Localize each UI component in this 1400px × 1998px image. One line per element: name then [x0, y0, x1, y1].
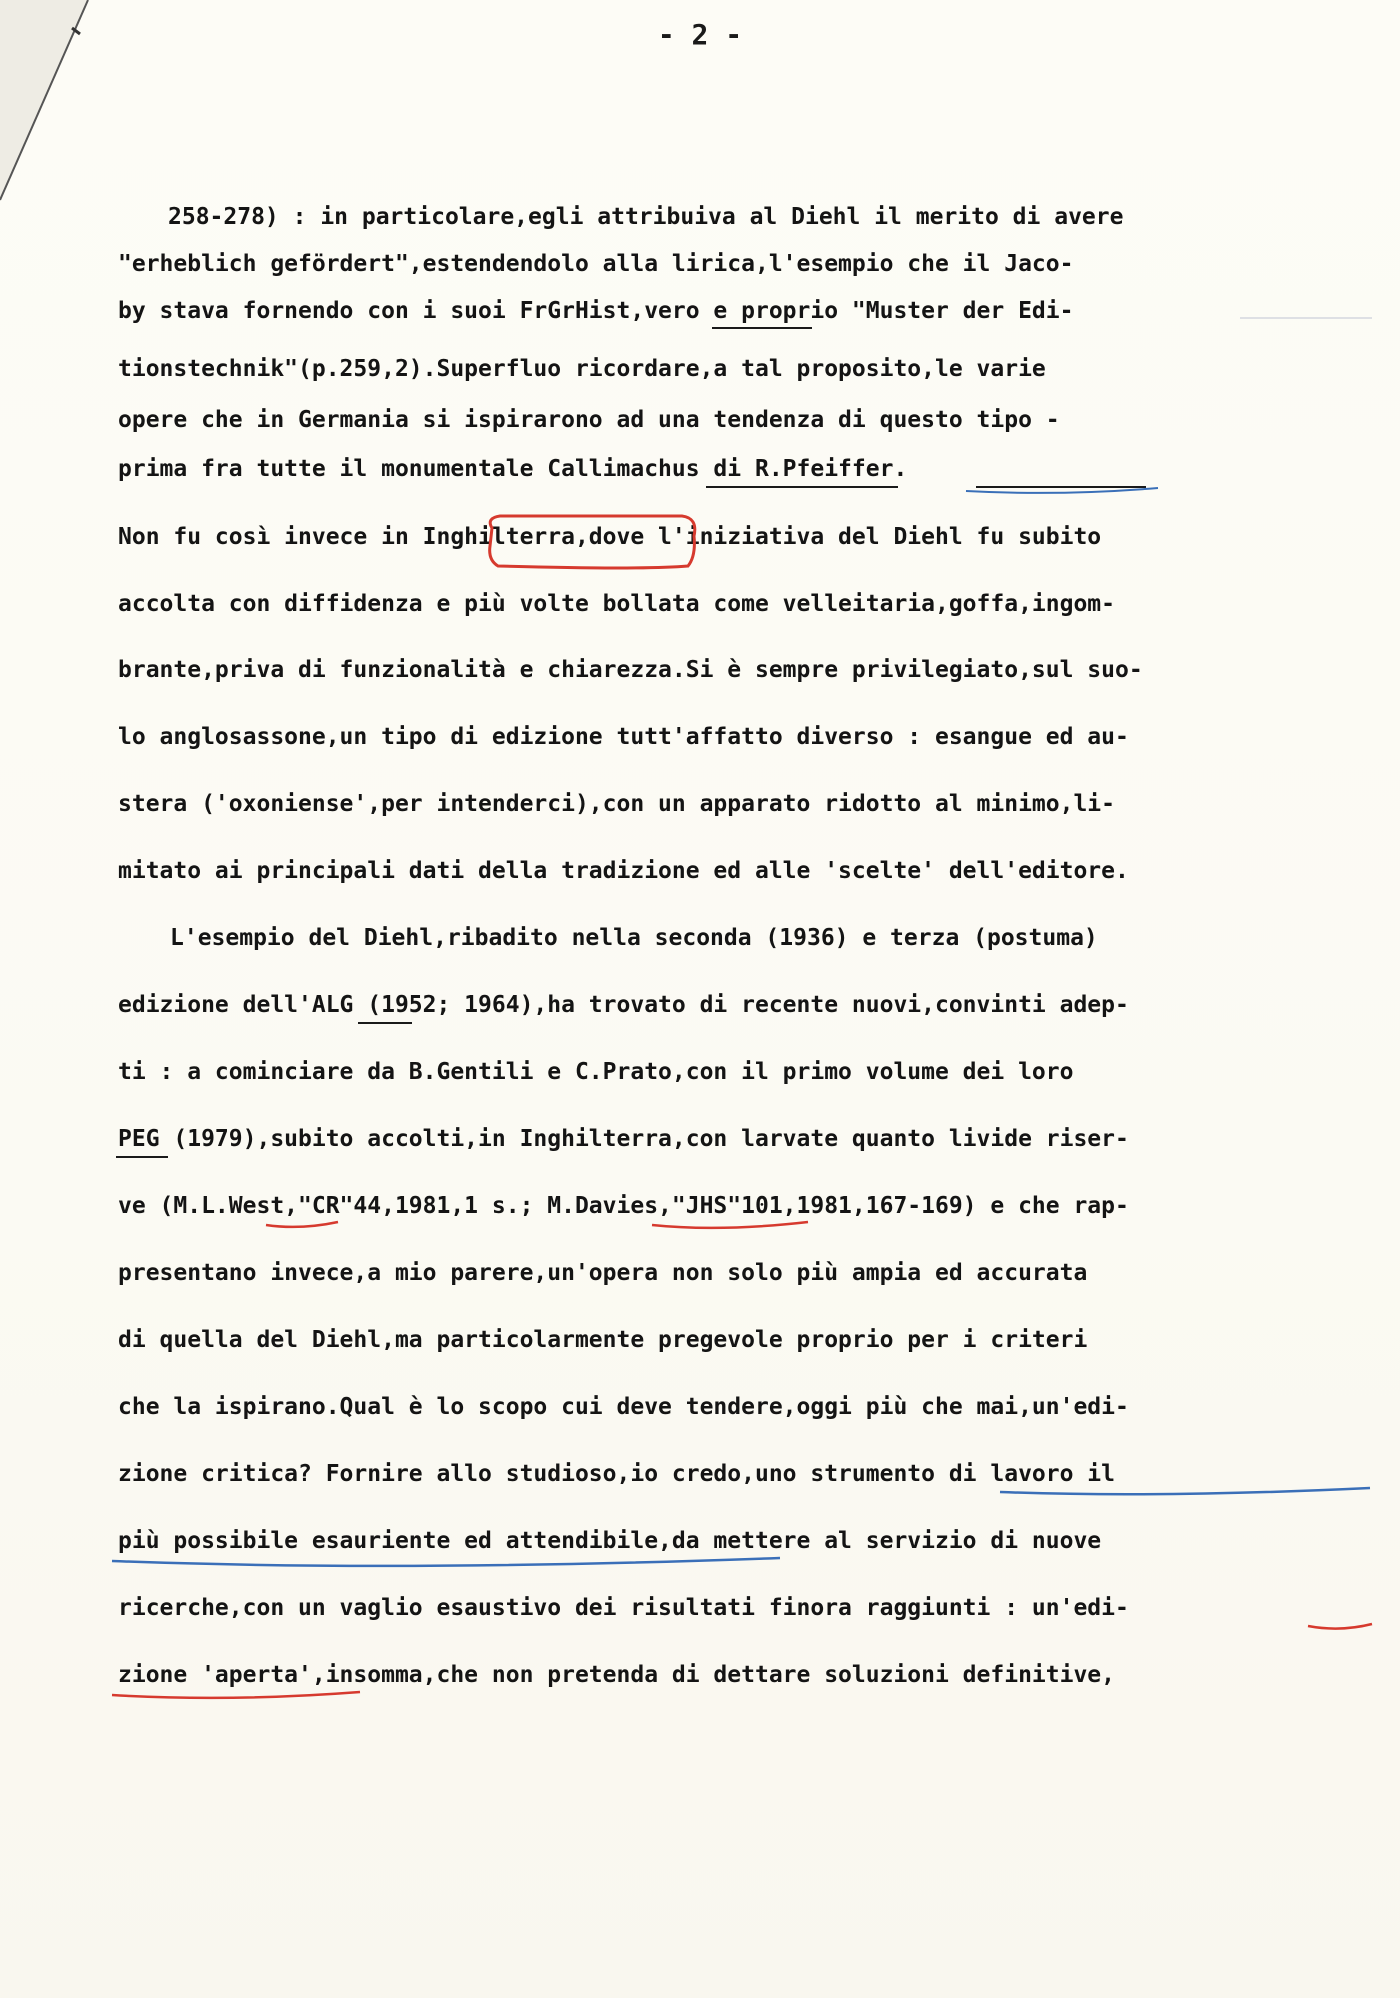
text-line: zione 'aperta',insomma,che non pretenda di dettare soluzioni definitive, — [118, 1662, 1115, 1688]
text-line: edizione dell'ALG (1952; 1964),ha trovato di recente nuovi,convinti adep- — [118, 992, 1129, 1018]
blue-underline-esauriente — [112, 1558, 780, 1566]
red-underline-aperta — [112, 1692, 360, 1698]
text-line: PEG (1979),subito accolti,in Inghilterra,con larvate quanto livide riser- — [118, 1126, 1129, 1152]
text-line: lo anglosassone,un tipo di edizione tutt'affatto diverso : esangue ed au- — [118, 724, 1129, 750]
text-line: Non fu così invece in Inghilterra,dove l'iniziativa del Diehl fu subito — [118, 524, 1102, 550]
text-line: ti : a cominciare da B.Gentili e C.Prato,con il primo volume dei loro — [118, 1059, 1074, 1085]
red-underline-davies — [652, 1222, 808, 1228]
text-line: opere che in Germania si ispirarono ad una tendenza di questo tipo - — [118, 407, 1060, 433]
text-line: accolta con diffidenza e più volte bollata come velleitaria,goffa,ingom- — [118, 591, 1115, 617]
text-line: 258-278) : in particolare,egli attribuiva al Diehl il merito di avere — [168, 204, 1124, 230]
text-line: tionstechnik"(p.259,2).Superfluo ricordare,a tal proposito,le varie — [118, 356, 1046, 382]
text-line: L'esempio del Diehl,ribadito nella seconda (1936) e terza (postuma) — [170, 925, 1098, 951]
text-line: presentano invece,a mio parere,un'opera non solo più ampia ed accurata — [118, 1260, 1088, 1286]
text-line: di quella del Diehl,ma particolarmente pregevole proprio per i criteri — [118, 1327, 1088, 1353]
text-line: "erheblich gefördert",estendendolo alla lirica,l'esempio che il Jaco- — [118, 251, 1074, 277]
text-line: zione critica? Fornire allo studioso,io credo,uno strumento di lavoro il — [118, 1461, 1115, 1487]
text-line: più possibile esauriente ed attendibile,da mettere al servizio di nuove — [118, 1528, 1102, 1554]
corner-fold — [0, 0, 120, 220]
text-line: ve (M.L.West,"CR"44,1981,1 s.; M.Davies,"JHS"101,1981,167-169) e che rap- — [118, 1193, 1129, 1219]
text-line: brante,priva di funzionalità e chiarezza.Si è sempre privilegiato,sul suo- — [118, 657, 1143, 683]
red-underline-unedi — [1308, 1624, 1372, 1629]
page-number: - 2 - — [657, 18, 743, 51]
text-line: stera ('oxoniense',per intenderci),con un apparato ridotto al minimo,li- — [118, 791, 1115, 817]
text-line: mitato ai principali dati della tradizione ed alle 'scelte' dell'editore. — [118, 858, 1129, 884]
text-line: ricerche,con un vaglio esaustivo dei risultati finora raggiunti : un'edi- — [118, 1595, 1129, 1621]
text-line: by stava fornendo con i suoi FrGrHist,vero e proprio "Muster der Edi- — [118, 298, 1074, 324]
text-line: prima fra tutte il monumentale Callimachus di R.Pfeiffer. — [118, 456, 908, 482]
blue-underline-pfeiffer — [966, 488, 1158, 493]
text-line: che la ispirano.Qual è lo scopo cui deve tendere,oggi più che mai,un'edi- — [118, 1394, 1129, 1420]
blue-underline-strumento — [1000, 1488, 1370, 1494]
red-underline-west — [266, 1222, 338, 1227]
